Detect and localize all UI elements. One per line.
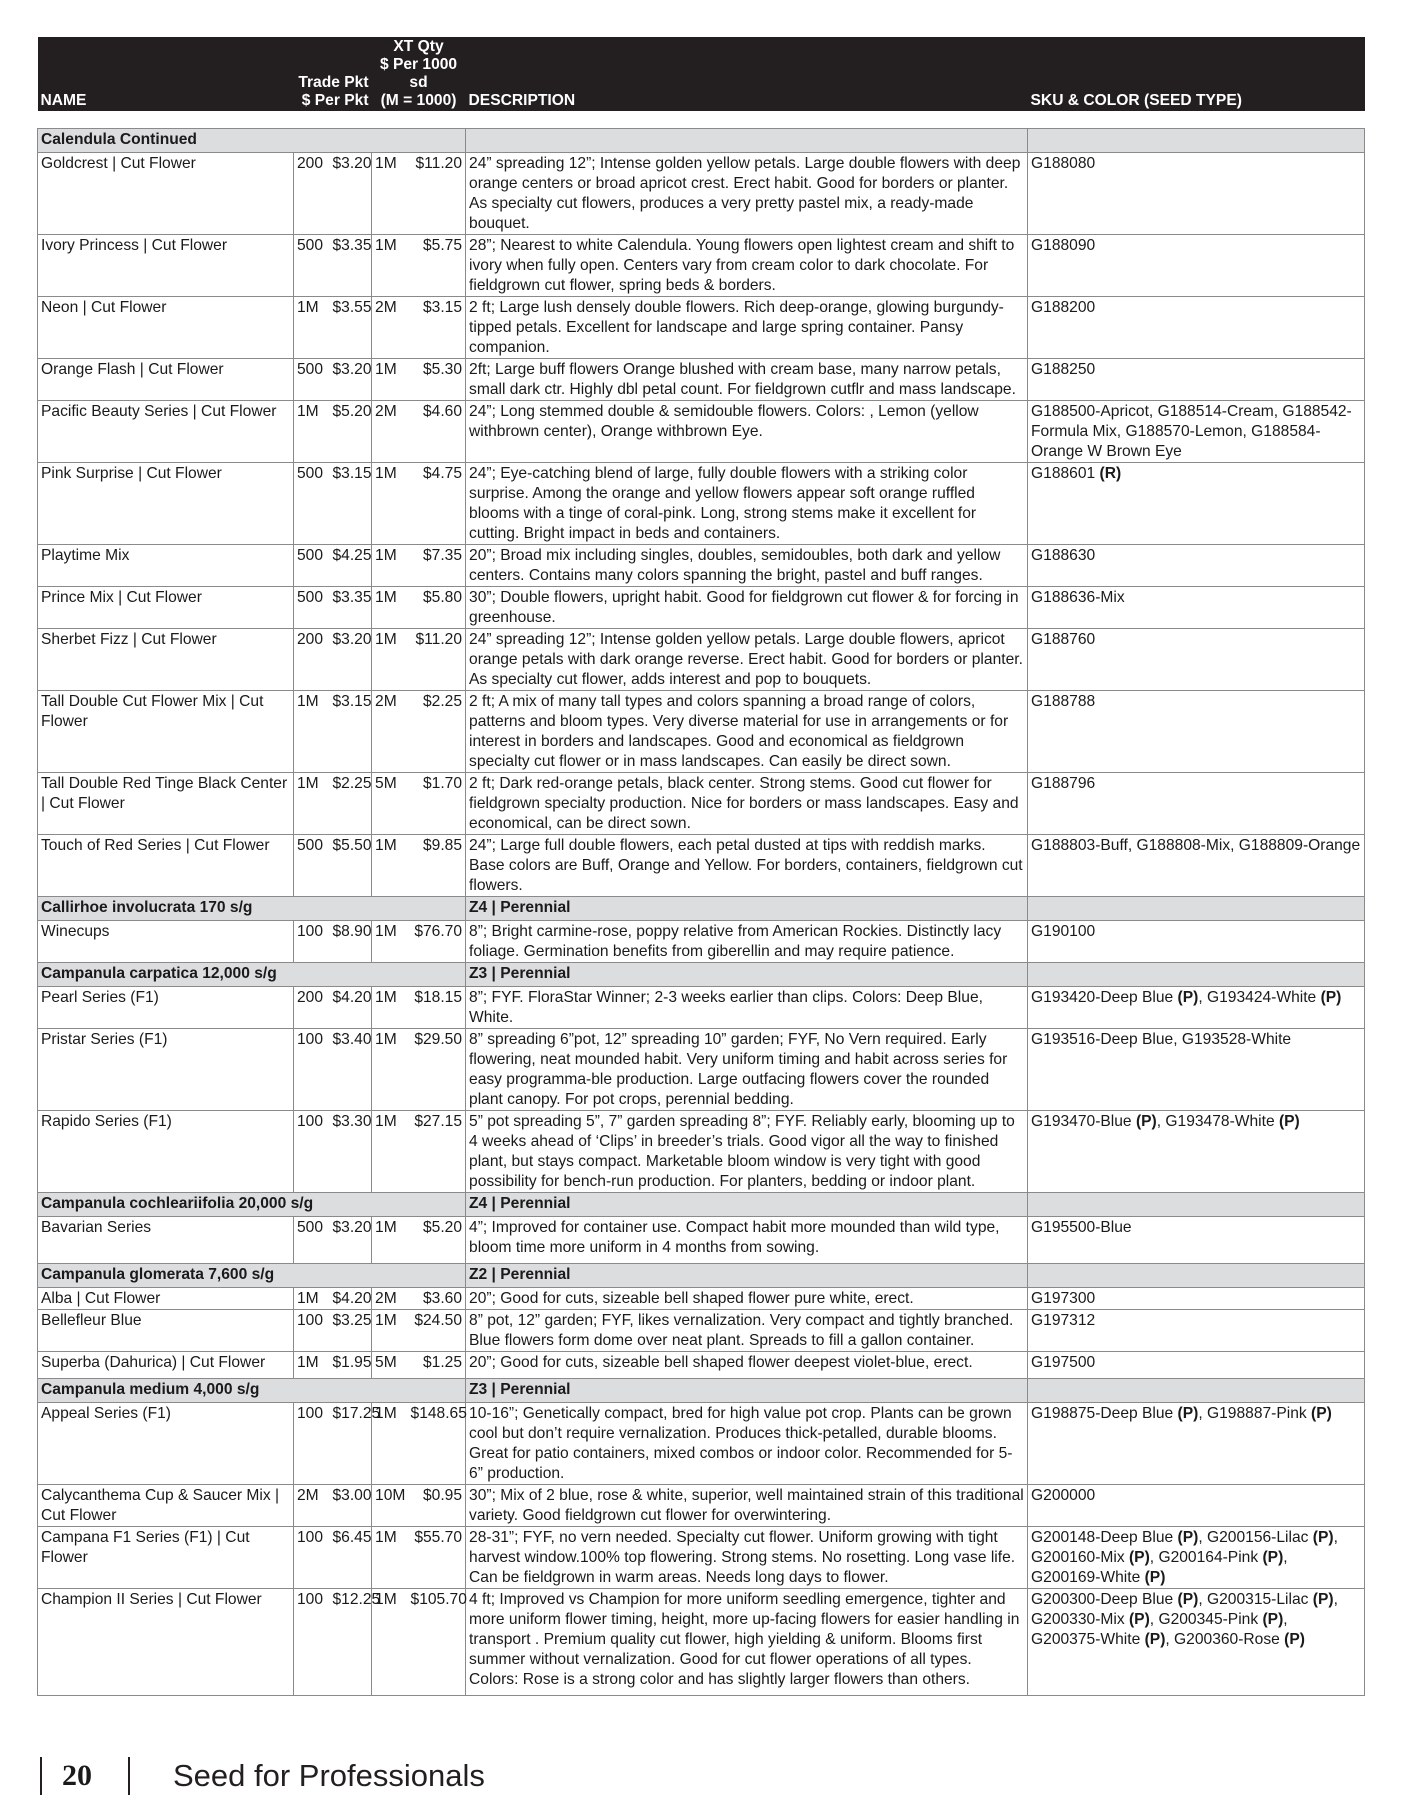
description: 28-31”; FYF, no vern needed. Specialty cut flower. Uniform growing with tight harvest window.100% top flowering. Strong stems. No rosetting. Long vase life. Can be fieldgrown in warm areas. Needs long days to flower. [466, 1527, 1028, 1589]
table-row [38, 1527, 1365, 1589]
description: 8”; Bright carmine-rose, poppy relative from American Rockies. Distinctly lacy foliage. Germination benefits from giberellin and may require patience. [466, 921, 1028, 963]
trade-pkt-price: $3.35 [330, 235, 372, 297]
sku-color: G193420-Deep Blue (P), G193424-White (P) [1028, 987, 1365, 1029]
variety-name: Alba | Cut Flower [38, 1288, 294, 1310]
seed-type-marker: (P) [1262, 1549, 1284, 1566]
header-trade-pkt-line1: Trade Pkt [298, 74, 369, 91]
xt-price: $1.25 [408, 1352, 466, 1379]
trade-pkt-price: $6.45 [330, 1527, 372, 1589]
table-row [38, 835, 1365, 897]
trade-pkt-price: $5.20 [330, 401, 372, 463]
seed-type-marker: (P) [1320, 989, 1342, 1006]
trade-pkt-qty: 100 [294, 921, 330, 963]
description: 30”; Mix of 2 blue, rose & white, superior, well maintained strain of this traditional variety. Good fieldgrown cut flower for overwintering. [466, 1485, 1028, 1527]
xt-price: $148.65 [408, 1403, 466, 1485]
seed-type-marker: (P) [1284, 1631, 1305, 1648]
table-row [38, 1352, 1365, 1379]
table-row [38, 1029, 1365, 1111]
table-row [38, 1403, 1365, 1485]
seed-type-marker: (P) [1177, 1591, 1199, 1608]
description: 28”; Nearest to white Calendula. Young flowers open lightest cream and shift to ivory when fully open. Centers vary from cream color to dark chocolate. For fieldgrown cut flower, spring beds & borders. [466, 235, 1028, 297]
trade-pkt-qty: 1M [294, 297, 330, 359]
footer-divider-right [128, 1757, 130, 1795]
variety-name: Rapido Series (F1) [38, 1111, 294, 1193]
table-row [38, 463, 1365, 545]
description: 10-16”; Genetically compact, bred for high value pot crop. Plants can be grown cool but don’t require vernalization. Produces thick-petalled, durable blooms. Great for patio containers, mixed combos or indoor color. Recommended for 5-6” production. [466, 1403, 1028, 1485]
description: 24”; Large full double flowers, each petal dusted at tips with reddish marks. Base colors are Buff, Orange and Yellow. For borders, containers, fieldgrown cut flowers. [466, 835, 1028, 897]
xt-qty: 10M [372, 1485, 408, 1527]
xt-qty: 1M [372, 359, 408, 401]
variety-name: Orange Flash | Cut Flower [38, 359, 294, 401]
group-sku-blank [1028, 1193, 1365, 1217]
xt-price: $11.20 [408, 153, 466, 235]
variety-name: Tall Double Red Tinge Black Center | Cut Flower [38, 773, 294, 835]
trade-pkt-qty: 1M [294, 401, 330, 463]
sku-color: G197500 [1028, 1352, 1365, 1379]
group-sku-blank [1028, 897, 1365, 921]
description: 20”; Good for cuts, sizeable bell shaped flower deepest violet-blue, erect. [466, 1352, 1028, 1379]
group-zone: Z4 | Perennial [466, 897, 1028, 921]
table-row [38, 629, 1365, 691]
page-number: 20 [62, 1759, 92, 1792]
xt-price: $2.25 [408, 691, 466, 773]
xt-qty: 5M [372, 773, 408, 835]
xt-price: $9.85 [408, 835, 466, 897]
trade-pkt-price: $4.20 [330, 987, 372, 1029]
seed-type-marker: (P) [1128, 1611, 1150, 1628]
trade-pkt-qty: 500 [294, 587, 330, 629]
xt-price: $0.95 [408, 1485, 466, 1527]
sku-color: G188500-Apricot, G188514-Cream, G188542-Formula Mix, G188570-Lemon, G188584-Orange W Brown Eye [1028, 401, 1365, 463]
trade-pkt-qty: 500 [294, 545, 330, 587]
table-row [38, 297, 1365, 359]
trade-pkt-price: $5.50 [330, 835, 372, 897]
sku-color: G193516-Deep Blue, G193528-White [1028, 1029, 1365, 1111]
table-row [38, 691, 1365, 773]
group-title: Campanula cochleariifolia 20,000 s/g [38, 1193, 466, 1217]
description: 8”; FYF. FloraStar Winner; 2-3 weeks earlier than clips. Colors: Deep Blue, White. [466, 987, 1028, 1029]
group-zone: Z4 | Perennial [466, 1193, 1028, 1217]
header-xt-qty [372, 37, 466, 111]
group-sku-blank [1028, 129, 1365, 153]
variety-name: Appeal Series (F1) [38, 1403, 294, 1485]
header-sku: SKU & COLOR (SEED TYPE) [1028, 37, 1365, 111]
trade-pkt-qty: 200 [294, 987, 330, 1029]
group-title: Callirhoe involucrata 170 s/g [38, 897, 466, 921]
table-row [38, 921, 1365, 963]
trade-pkt-price: $3.55 [330, 297, 372, 359]
xt-price: $5.75 [408, 235, 466, 297]
group-header-row [38, 963, 1365, 987]
sku-color: G188788 [1028, 691, 1365, 773]
sku-color: G198875-Deep Blue (P), G198887-Pink (P) [1028, 1403, 1365, 1485]
trade-pkt-price: $3.25 [330, 1310, 372, 1352]
trade-pkt-price: $3.20 [330, 629, 372, 691]
xt-price: $4.60 [408, 401, 466, 463]
group-title: Calendula Continued [38, 129, 466, 153]
variety-name: Goldcrest | Cut Flower [38, 153, 294, 235]
trade-pkt-price: $8.90 [330, 921, 372, 963]
trade-pkt-price: $3.20 [330, 153, 372, 235]
xt-price: $27.15 [408, 1111, 466, 1193]
trade-pkt-price: $3.00 [330, 1485, 372, 1527]
sku-color: G188090 [1028, 235, 1365, 297]
group-sku-blank [1028, 1379, 1365, 1403]
seed-type-marker: (P) [1312, 1591, 1334, 1608]
seed-type-marker: (R) [1099, 465, 1122, 482]
xt-qty: 5M [372, 1352, 408, 1379]
sku-color: G188630 [1028, 545, 1365, 587]
xt-price: $5.30 [408, 359, 466, 401]
trade-pkt-qty: 100 [294, 1589, 330, 1696]
header-xt-line3: (M = 1000) [380, 92, 457, 109]
description: 24”; Eye-catching blend of large, fully double flowers with a striking color surprise. Among the orange and yellow flowers appear soft orange ruffled blooms with a tinge of coral-pink. Long, strong stems make it excellent for cutting. Bright impact in beds and containers. [466, 463, 1028, 545]
xt-price: $18.15 [408, 987, 466, 1029]
sku-color: G188636-Mix [1028, 587, 1365, 629]
trade-pkt-price: $3.15 [330, 691, 372, 773]
xt-price: $55.70 [408, 1527, 466, 1589]
description: 24” spreading 12”; Intense golden yellow petals. Large double flowers with deep orange centers or broad apricot crest. Erect habit. Good for borders or planter. As specialty cut flowers, produces a very pretty pastel mix, a ready-made bouquet. [466, 153, 1028, 235]
xt-qty: 1M [372, 1111, 408, 1193]
group-zone: Z2 | Perennial [466, 1264, 1028, 1288]
xt-price: $11.20 [408, 629, 466, 691]
trade-pkt-price: $1.95 [330, 1352, 372, 1379]
xt-qty: 1M [372, 1589, 408, 1696]
xt-qty: 1M [372, 1403, 408, 1485]
trade-pkt-qty: 500 [294, 463, 330, 545]
xt-price: $3.15 [408, 297, 466, 359]
variety-name: Prince Mix | Cut Flower [38, 587, 294, 629]
header-name: NAME [38, 37, 294, 111]
table-row [38, 1485, 1365, 1527]
header-description: DESCRIPTION [466, 37, 1028, 111]
table-row [38, 987, 1365, 1029]
header-trade-pkt-line2: $ Per Pkt [301, 92, 369, 109]
xt-qty: 2M [372, 691, 408, 773]
variety-name: Ivory Princess | Cut Flower [38, 235, 294, 297]
product-table [37, 37, 1365, 1696]
sku-color: G197312 [1028, 1310, 1365, 1352]
table-row [38, 1288, 1365, 1310]
description: 24” spreading 12”; Intense golden yellow petals. Large double flowers, apricot orange petals with dark orange reverse. Erect habit. Good for borders or planter. As specialty cut flower, adds interest and pop to bouquets. [466, 629, 1028, 691]
trade-pkt-qty: 100 [294, 1029, 330, 1111]
xt-qty: 1M [372, 835, 408, 897]
variety-name: Winecups [38, 921, 294, 963]
trade-pkt-qty: 100 [294, 1527, 330, 1589]
trade-pkt-qty: 1M [294, 691, 330, 773]
group-header-row [38, 1264, 1365, 1288]
variety-name: Neon | Cut Flower [38, 297, 294, 359]
xt-price: $5.80 [408, 587, 466, 629]
xt-qty: 1M [372, 1217, 408, 1264]
table-body [38, 129, 1365, 1696]
description: 30”; Double flowers, upright habit. Good for fieldgrown cut flower & for forcing in greenhouse. [466, 587, 1028, 629]
trade-pkt-price: $4.20 [330, 1288, 372, 1310]
trade-pkt-price: $4.25 [330, 545, 372, 587]
trade-pkt-qty: 500 [294, 359, 330, 401]
trade-pkt-qty: 200 [294, 629, 330, 691]
variety-name: Pink Surprise | Cut Flower [38, 463, 294, 545]
variety-name: Playtime Mix [38, 545, 294, 587]
table-row [38, 773, 1365, 835]
group-zone: Z3 | Perennial [466, 1379, 1028, 1403]
sku-color: G195500-Blue [1028, 1217, 1365, 1264]
description: 2ft; Large buff flowers Orange blushed with cream base, many narrow petals, small dark ctr. Highly dbl petal count. For fieldgrown cutflr and mass landscape. [466, 359, 1028, 401]
variety-name: Touch of Red Series | Cut Flower [38, 835, 294, 897]
table-row [38, 1310, 1365, 1352]
group-header-row [38, 1379, 1365, 1403]
group-title: Campanula medium 4,000 s/g [38, 1379, 466, 1403]
sku-color: G200300-Deep Blue (P), G200315-Lilac (P), G200330-Mix (P), G200345-Pink (P), G200375-White (P), G200360-Rose (P) [1028, 1589, 1365, 1696]
xt-qty: 1M [372, 1527, 408, 1589]
seed-type-marker: (P) [1177, 1405, 1199, 1422]
seed-type-marker: (P) [1128, 1549, 1150, 1566]
group-sku-blank [1028, 1264, 1365, 1288]
xt-qty: 1M [372, 545, 408, 587]
table-row [38, 1111, 1365, 1193]
xt-price: $4.75 [408, 463, 466, 545]
table-row [38, 587, 1365, 629]
seed-type-marker: (P) [1144, 1631, 1166, 1648]
trade-pkt-qty: 1M [294, 773, 330, 835]
trade-pkt-price: $3.40 [330, 1029, 372, 1111]
trade-pkt-qty: 500 [294, 835, 330, 897]
trade-pkt-qty: 500 [294, 1217, 330, 1264]
description: 2 ft; A mix of many tall types and colors spanning a broad range of colors, patterns and bloom types. Very diverse material for use in arrangements or for interest in borders and landscapes. Good and economical as fieldgrown specialty cut flower or in mass landscapes. Can easily be direct sown. [466, 691, 1028, 773]
trade-pkt-qty: 1M [294, 1352, 330, 1379]
group-header-row [38, 129, 1365, 153]
trade-pkt-price: $3.15 [330, 463, 372, 545]
xt-price: $105.70 [408, 1589, 466, 1696]
seed-type-marker: (P) [1177, 1529, 1199, 1546]
description: 2 ft; Large lush densely double flowers. Rich deep-orange, glowing burgundy-tipped petals. Excellent for landscape and large spring container. Pansy companion. [466, 297, 1028, 359]
sku-color: G188200 [1028, 297, 1365, 359]
xt-price: $7.35 [408, 545, 466, 587]
trade-pkt-qty: 100 [294, 1403, 330, 1485]
xt-qty: 1M [372, 463, 408, 545]
trade-pkt-price: $3.20 [330, 1217, 372, 1264]
xt-qty: 2M [372, 401, 408, 463]
xt-qty: 1M [372, 153, 408, 235]
xt-qty: 1M [372, 1310, 408, 1352]
xt-qty: 1M [372, 987, 408, 1029]
variety-name: Superba (Dahurica) | Cut Flower [38, 1352, 294, 1379]
table-row [38, 235, 1365, 297]
trade-pkt-qty: 100 [294, 1310, 330, 1352]
sku-color: G197300 [1028, 1288, 1365, 1310]
header-xt-line1: XT Qty [393, 38, 444, 55]
seed-type-marker: (P) [1135, 1113, 1157, 1130]
xt-qty: 1M [372, 629, 408, 691]
variety-name: Bellefleur Blue [38, 1310, 294, 1352]
description: 24”; Long stemmed double & semidouble flowers. Colors: , Lemon (yellow withbrown center), Orange withbrown Eye. [466, 401, 1028, 463]
table-row [38, 401, 1365, 463]
xt-price: $3.60 [408, 1288, 466, 1310]
trade-pkt-price: $2.25 [330, 773, 372, 835]
trade-pkt-price: $3.20 [330, 359, 372, 401]
header-xt-line2: $ Per 1000 sd [379, 56, 458, 91]
group-sku-blank [1028, 963, 1365, 987]
header-trade-pkt [294, 37, 372, 111]
footer-title: Seed for Professionals [173, 1758, 485, 1793]
variety-name: Campana F1 Series (F1) | Cut Flower [38, 1527, 294, 1589]
sku-color: G188601 (R) [1028, 463, 1365, 545]
seed-type-marker: (P) [1144, 1569, 1166, 1586]
seed-type-marker: (P) [1311, 1405, 1332, 1422]
sku-color: G188796 [1028, 773, 1365, 835]
group-title: Campanula glomerata 7,600 s/g [38, 1264, 466, 1288]
table-row [38, 153, 1365, 235]
table-row [38, 1589, 1365, 1696]
table-row [38, 545, 1365, 587]
description: 4”; Improved for container use. Compact habit more mounded than wild type, bloom time more uniform in 4 months from sowing. [466, 1217, 1028, 1264]
variety-name: Sherbet Fizz | Cut Flower [38, 629, 294, 691]
group-header-row [38, 897, 1365, 921]
trade-pkt-qty: 200 [294, 153, 330, 235]
group-zone: Z3 | Perennial [466, 963, 1028, 987]
group-title: Campanula carpatica 12,000 s/g [38, 963, 466, 987]
variety-name: Tall Double Cut Flower Mix | Cut Flower [38, 691, 294, 773]
sku-color: G188803-Buff, G188808-Mix, G188809-Orange [1028, 835, 1365, 897]
xt-price: $76.70 [408, 921, 466, 963]
description: 5” pot spreading 5”, 7” garden spreading 8”; FYF. Reliably early, blooming up to 4 weeks ahead of ‘Clips’ in breeder’s trials. Good vigor all the way to finished plant, but stays compact. Marketable bloom window is very tight with good possibility for bench-run production. For planters, bedding or indoor plant. [466, 1111, 1028, 1193]
variety-name: Calycanthema Cup & Saucer Mix | Cut Flower [38, 1485, 294, 1527]
table-row [38, 359, 1365, 401]
description: 20”; Good for cuts, sizeable bell shaped flower pure white, erect. [466, 1288, 1028, 1310]
xt-price: $1.70 [408, 773, 466, 835]
trade-pkt-qty: 500 [294, 235, 330, 297]
xt-price: $29.50 [408, 1029, 466, 1111]
group-zone [466, 129, 1028, 153]
footer-divider-left [40, 1757, 42, 1795]
sku-color: G188760 [1028, 629, 1365, 691]
trade-pkt-qty: 1M [294, 1288, 330, 1310]
trade-pkt-qty: 2M [294, 1485, 330, 1527]
variety-name: Pearl Series (F1) [38, 987, 294, 1029]
xt-qty: 1M [372, 921, 408, 963]
sku-color: G188250 [1028, 359, 1365, 401]
description: 8” spreading 6”pot, 12” spreading 10” garden; FYF, No Vern required. Early flowering, neat mounded habit. Very uniform timing and habit across series for easy programma-ble production. Large outfacing flowers cover the rounded plant canopy. For pot crops, perennial bedding. [466, 1029, 1028, 1111]
variety-name: Pristar Series (F1) [38, 1029, 294, 1111]
xt-qty: 1M [372, 1029, 408, 1111]
sku-color: G200000 [1028, 1485, 1365, 1527]
sku-color: G193470-Blue (P), G193478-White (P) [1028, 1111, 1365, 1193]
description: 20”; Broad mix including singles, doubles, semidoubles, both dark and yellow centers. Contains many colors spanning the bright, pastel and buff ranges. [466, 545, 1028, 587]
xt-qty: 2M [372, 1288, 408, 1310]
trade-pkt-price: $12.25 [330, 1589, 372, 1696]
trade-pkt-price: $3.30 [330, 1111, 372, 1193]
trade-pkt-price: $3.35 [330, 587, 372, 629]
group-header-row [38, 1193, 1365, 1217]
xt-qty: 1M [372, 587, 408, 629]
seed-type-marker: (P) [1262, 1611, 1284, 1628]
seed-type-marker: (P) [1312, 1529, 1334, 1546]
seed-type-marker: (P) [1177, 989, 1199, 1006]
seed-type-marker: (P) [1278, 1113, 1300, 1130]
trade-pkt-price: $17.25 [330, 1403, 372, 1485]
sku-color: G190100 [1028, 921, 1365, 963]
description: 8” pot, 12” garden; FYF, likes vernalization. Very compact and tightly branched. Blue flowers form dome over neat plant. Spreads to fill a gallon container. [466, 1310, 1028, 1352]
variety-name: Pacific Beauty Series | Cut Flower [38, 401, 294, 463]
variety-name: Bavarian Series [38, 1217, 294, 1264]
trade-pkt-qty: 100 [294, 1111, 330, 1193]
table-row [38, 1217, 1365, 1264]
xt-qty: 2M [372, 297, 408, 359]
description: 4 ft; Improved vs Champion for more uniform seedling emergence, tighter and more uniform flower timing, height, more up-facing flowers for easier handling in transport . Premium quality cut flower, high yielding & uniform. Blooms first summer without vernalization. Good for cut flower operations of all types. Colors: Rose is a strong color and has slightly larger flowers than others. [466, 1589, 1028, 1696]
table-header [38, 37, 1365, 129]
variety-name: Champion II Series | Cut Flower [38, 1589, 294, 1696]
xt-price: $5.20 [408, 1217, 466, 1264]
xt-qty: 1M [372, 235, 408, 297]
sku-color: G188080 [1028, 153, 1365, 235]
sku-color: G200148-Deep Blue (P), G200156-Lilac (P), G200160-Mix (P), G200164-Pink (P), G200169-White (P) [1028, 1527, 1365, 1589]
description: 2 ft; Dark red-orange petals, black center. Strong stems. Good cut flower for fieldgrown specialty production. Nice for borders or mass landscapes. Easy and economical, can be direct sown. [466, 773, 1028, 835]
xt-price: $24.50 [408, 1310, 466, 1352]
